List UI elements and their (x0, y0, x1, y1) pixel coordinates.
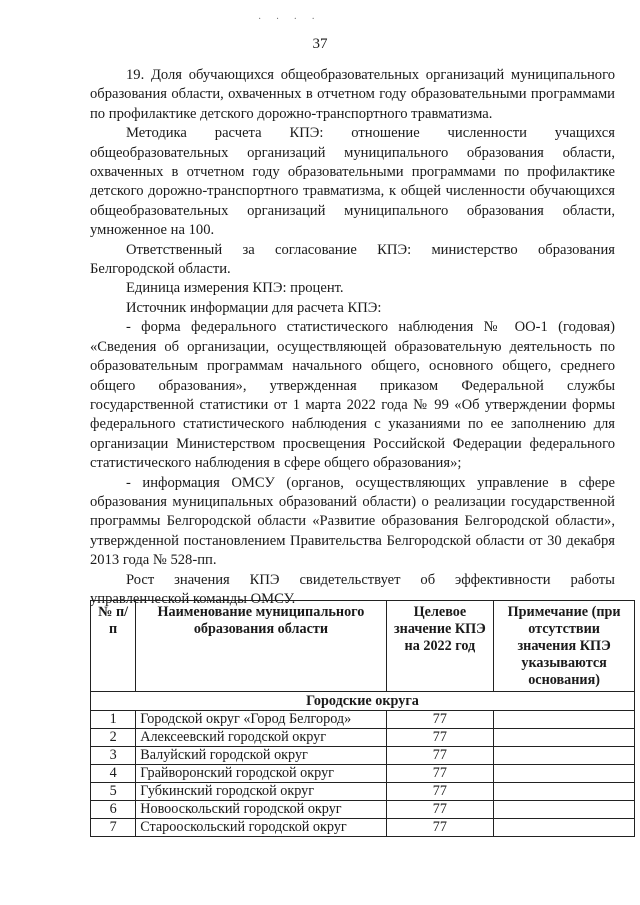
table-row (91, 801, 635, 819)
row-value: 77 (386, 765, 494, 783)
table-row (91, 765, 635, 783)
table-row (91, 747, 635, 765)
row-num: 7 (91, 819, 136, 837)
table-row (91, 783, 635, 801)
paragraph-indicator-title: 19. Доля обучающихся общеобразовательных организаций муниципального образования области, охваченных в отчетном году образовательными программами по профилактике детского дорожно-транспортного травматизма. (90, 67, 615, 122)
header-name: Наименование муниципального образования области (136, 601, 386, 692)
paragraph-source-info: - информация ОМСУ (органов, осуществляющих управление в сфере образования муниципальных образований области) о реализации государственной программы Белгородской области «Развитие образования Белгородской области», утвержденной постановлением Правительства Белгородской области от 30 декабря 2013 года № 528-пп. (90, 474, 615, 569)
row-num: 2 (91, 729, 136, 747)
row-num: 3 (91, 747, 136, 765)
row-name: Новооскольский городской округ (136, 801, 386, 819)
table-row (91, 729, 635, 747)
row-value: 77 (386, 711, 494, 729)
row-note (494, 729, 635, 747)
table-row (91, 711, 635, 729)
paragraph-responsible: Ответственный за согласование КПЭ: министерство образования Белгородской области. (90, 241, 615, 278)
row-value: 77 (386, 747, 494, 765)
page-number: 37 (312, 36, 328, 52)
paragraph-source-heading: Источник информации для расчета КПЭ: (126, 299, 382, 316)
row-value: 77 (386, 729, 494, 747)
row-value: 77 (386, 783, 494, 801)
row-name: Городской округ «Город Белгород» (136, 711, 386, 729)
row-note (494, 765, 635, 783)
table-row (91, 819, 635, 837)
row-note (494, 801, 635, 819)
row-note (494, 747, 635, 765)
row-name: Губкинский городской округ (136, 783, 386, 801)
header-target: Целевое значение КПЭ на 2022 год (386, 601, 494, 692)
row-note (494, 819, 635, 837)
row-name: Валуйский городской округ (136, 747, 386, 765)
scan-specks: · · · · (258, 14, 321, 25)
row-num: 1 (91, 711, 136, 729)
row-num: 6 (91, 801, 136, 819)
table-header-row (91, 601, 635, 692)
paragraph-unit: Единица измерения КПЭ: процент. (126, 280, 344, 297)
body-text (90, 66, 615, 609)
row-value: 77 (386, 801, 494, 819)
row-note (494, 783, 635, 801)
row-num: 5 (91, 783, 136, 801)
paragraph-source-form: - форма федерального статистического наблюдения № ОО-1 (годовая) «Сведения об организации, осуществляющей образовательную деятельность по образовательным программам начального общего, основного общего, среднего общего образования», утвержденная приказом Федеральной службы государственной статистики от 1 марта 2022 года № 99 «Об утверждении формы федерального статистического наблюдения с указаниями по ее заполнению для организации Министерством просвещения Российской Федерации федерального статистического наблюдения в сфере общего образования»; (90, 319, 615, 472)
table-group-row (91, 692, 635, 711)
row-value: 77 (386, 819, 494, 837)
row-name: Старооскольский городской округ (136, 819, 386, 837)
header-note: Примечание (при отсутствии значения КПЭ указываются основания) (494, 601, 635, 692)
row-name: Алексеевский городской округ (136, 729, 386, 747)
row-num: 4 (91, 765, 136, 783)
row-note (494, 711, 635, 729)
kpi-table (90, 600, 635, 837)
group-title: Городские округа (91, 692, 635, 711)
header-num: № п/п (91, 601, 136, 692)
paragraph-methodology: Методика расчета КПЭ: отношение численности учащихся общеобразовательных организаций муниципального образования области, охваченных в отчетном году образовательными программами по профилактике детского дорожно-транспортного травматизма, к общей численности обучающихся общеобразовательных организаций муниципального образования области, умноженное на 100. (90, 125, 615, 239)
paragraph-growth: Рост значения КПЭ свидетельствует об эффективности работы управленческой команды ОМСУ. (90, 571, 615, 607)
row-name: Грайворонский городской округ (136, 765, 386, 783)
